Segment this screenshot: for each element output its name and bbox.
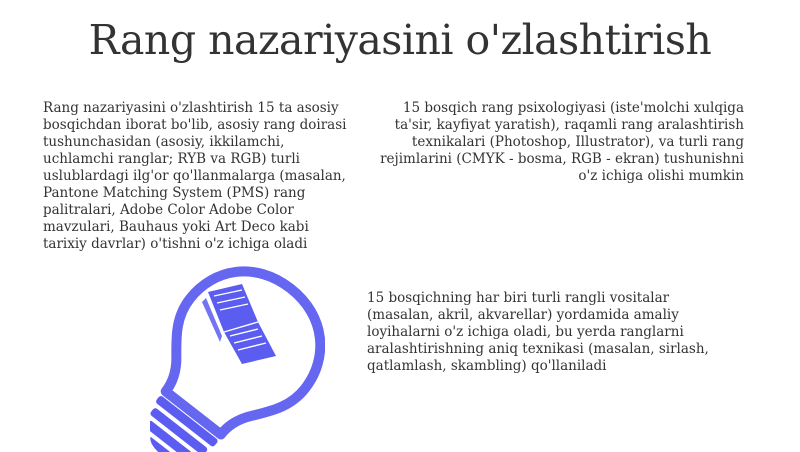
paragraph-right: 15 bosqich rang psixologiyasi (iste'molchi xulqiga ta'sir, kayfiyat yaratish), raqamli rang aralashtirish texnikalari (Photoshop, Illustrator), va turli rang rejimlarini (CMYK - bosma, RGB - ekran) tushunishni o'z ichiga olishi mumkin: [380, 100, 744, 184]
slide-title: Rang nazariyasini o'zlashtirish: [88, 16, 712, 64]
paragraph-bottom: 15 bosqichning har biri turli rangli vositalar (masalan, akril, akvarellar) yordamida amaliy loyihalarni o'z ichiga oladi, bu yerda ranglarni aralashtirishning aniq texnikasi (masalan, sirlash, qatlamlash, skambling) qo'llaniladi: [367, 290, 709, 374]
paragraph-left: Rang nazariyasini o'zlashtirish 15 ta asosiy bosqichdan iborat bo'lib, asosiy rang doirasi tushunchasidan (asosiy, ikkilamchi, uchlamchi ranglar; RYB va RGB) turli uslublardagi ilg'or qo'llanmalarga (masalan, Pantone Matching System (PMS) rang palitralari, Adobe Color Adobe Color mavzulari, Bauhaus yoki Art Deco kabi tarixiy davrlar) o'tishni o'z ichiga oladi: [43, 100, 347, 252]
lightbulb-book-icon: [150, 262, 325, 452]
